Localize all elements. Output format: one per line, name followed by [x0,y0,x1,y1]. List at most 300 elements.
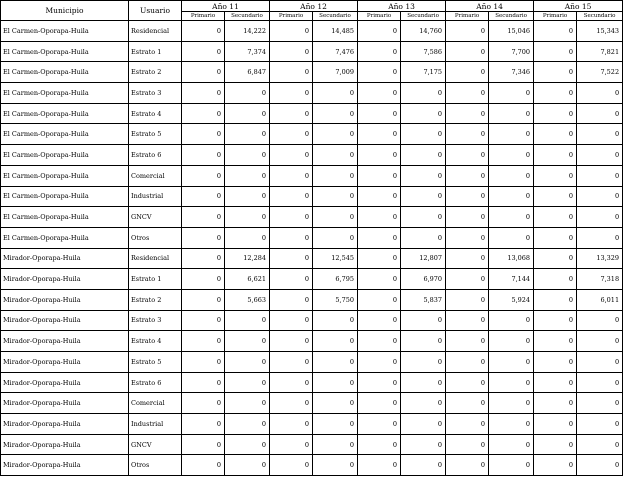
secundario-cell: 0 [313,165,358,186]
usuario-cell: Comercial [129,393,182,414]
secundario-cell: 0 [401,414,446,435]
secundario-header: Secundario [489,12,534,21]
table-row [1,393,623,414]
secundario-cell: 0 [401,434,446,455]
year-header: Año 15 [534,1,623,12]
secundario-cell: 0 [577,207,623,228]
municipio-cell: Mirador-Oporapa-Huila [1,455,129,476]
secundario-cell: 0 [313,227,358,248]
secundario-cell: 7,346 [489,62,534,83]
secundario-cell: 0 [577,83,623,104]
municipio-cell: El Carmen-Oporapa-Huila [1,83,129,104]
primario-cell: 0 [270,103,313,124]
primario-cell: 0 [534,62,577,83]
primario-cell: 0 [358,455,401,476]
primario-cell: 0 [358,352,401,373]
primario-cell: 0 [358,207,401,228]
usuario-cell: Industrial [129,186,182,207]
secundario-cell: 0 [577,331,623,352]
primario-cell: 0 [270,124,313,145]
secundario-cell: 6,621 [225,269,270,290]
year-header: Año 13 [358,1,446,12]
secundario-cell: 0 [225,227,270,248]
primario-cell: 0 [446,207,489,228]
table-row [1,352,623,373]
primario-cell: 0 [534,83,577,104]
primario-cell: 0 [446,455,489,476]
primario-cell: 0 [182,372,225,393]
primario-cell: 0 [270,331,313,352]
secundario-cell: 6,970 [401,269,446,290]
municipio-cell: El Carmen-Oporapa-Huila [1,124,129,145]
secundario-cell: 5,924 [489,289,534,310]
primario-cell: 0 [534,352,577,373]
primario-cell: 0 [182,455,225,476]
secundario-cell: 0 [401,103,446,124]
primario-cell: 0 [358,41,401,62]
primario-cell: 0 [182,352,225,373]
secundario-cell: 6,011 [577,289,623,310]
secundario-cell: 0 [401,331,446,352]
secundario-cell: 15,046 [489,21,534,42]
secundario-cell: 7,009 [313,62,358,83]
secundario-cell: 0 [577,310,623,331]
secundario-cell: 7,144 [489,269,534,290]
secundario-cell: 6,795 [313,269,358,290]
secundario-header: Secundario [577,12,623,21]
secundario-cell: 6,847 [225,62,270,83]
primario-cell: 0 [534,207,577,228]
primario-cell: 0 [534,310,577,331]
secundario-cell: 0 [489,227,534,248]
primario-header: Primario [534,12,577,21]
primario-cell: 0 [534,124,577,145]
secundario-cell: 0 [489,124,534,145]
primario-cell: 0 [446,352,489,373]
primario-cell: 0 [358,124,401,145]
usuario-cell: GNCV [129,207,182,228]
secundario-header: Secundario [225,12,270,21]
secundario-cell: 12,284 [225,248,270,269]
secundario-cell: 0 [489,414,534,435]
usuario-cell: Estrato 1 [129,269,182,290]
primario-cell: 0 [446,289,489,310]
usuario-cell: Industrial [129,414,182,435]
secundario-cell: 0 [489,352,534,373]
primario-cell: 0 [270,41,313,62]
primario-cell: 0 [358,434,401,455]
secundario-cell: 0 [489,186,534,207]
secundario-cell: 0 [577,124,623,145]
secundario-cell: 0 [313,124,358,145]
primario-cell: 0 [182,83,225,104]
secundario-cell: 0 [577,393,623,414]
primario-cell: 0 [270,310,313,331]
secundario-cell: 0 [489,103,534,124]
usuario-cell: Estrato 2 [129,289,182,310]
secundario-cell: 0 [225,393,270,414]
primario-cell: 0 [446,62,489,83]
secundario-header: Secundario [401,12,446,21]
secundario-cell: 0 [313,455,358,476]
primario-cell: 0 [182,414,225,435]
year-header: Año 12 [270,1,358,12]
table-row [1,269,623,290]
secundario-cell: 0 [401,83,446,104]
table-row [1,62,623,83]
secundario-cell: 0 [313,414,358,435]
table-row [1,124,623,145]
secundario-cell: 0 [313,103,358,124]
primario-cell: 0 [358,186,401,207]
primario-cell: 0 [182,227,225,248]
primario-cell: 0 [270,83,313,104]
secundario-cell: 0 [401,393,446,414]
secundario-cell: 0 [577,165,623,186]
usuario-cell: Residencial [129,248,182,269]
secundario-cell: 0 [225,310,270,331]
secundario-cell: 0 [401,372,446,393]
secundario-cell: 0 [313,393,358,414]
table-row [1,83,623,104]
municipio-cell: El Carmen-Oporapa-Huila [1,103,129,124]
secundario-cell: 0 [401,310,446,331]
table-row [1,41,623,62]
secundario-cell: 0 [401,455,446,476]
primario-cell: 0 [446,269,489,290]
primario-cell: 0 [446,21,489,42]
secundario-cell: 0 [577,227,623,248]
municipio-cell: Mirador-Oporapa-Huila [1,372,129,393]
secundario-cell: 7,586 [401,41,446,62]
year-header: Año 14 [446,1,534,12]
table-row [1,103,623,124]
primario-cell: 0 [182,289,225,310]
primario-cell: 0 [534,289,577,310]
secundario-cell: 12,807 [401,248,446,269]
secundario-cell: 0 [489,455,534,476]
primario-cell: 0 [270,455,313,476]
primario-cell: 0 [182,248,225,269]
primario-cell: 0 [534,331,577,352]
secundario-cell: 14,222 [225,21,270,42]
secundario-cell: 0 [401,227,446,248]
municipio-cell: El Carmen-Oporapa-Huila [1,41,129,62]
secundario-cell: 0 [225,83,270,104]
primario-cell: 0 [534,372,577,393]
primario-cell: 0 [534,227,577,248]
usuario-cell: Comercial [129,165,182,186]
municipio-cell: Mirador-Oporapa-Huila [1,289,129,310]
primario-cell: 0 [182,186,225,207]
table-row [1,414,623,435]
secundario-cell: 0 [577,434,623,455]
primario-cell: 0 [446,124,489,145]
table-row [1,186,623,207]
municipio-cell: El Carmen-Oporapa-Huila [1,207,129,228]
municipio-cell: Mirador-Oporapa-Huila [1,248,129,269]
primario-cell: 0 [446,41,489,62]
primario-cell: 0 [270,186,313,207]
secundario-header: Secundario [313,12,358,21]
primario-cell: 0 [446,83,489,104]
secundario-cell: 0 [313,186,358,207]
usuario-cell: Estrato 2 [129,62,182,83]
usuario-cell: Estrato 4 [129,103,182,124]
primario-cell: 0 [270,434,313,455]
table-row [1,145,623,166]
primario-cell: 0 [534,145,577,166]
primario-cell: 0 [270,269,313,290]
municipio-cell: Mirador-Oporapa-Huila [1,331,129,352]
secundario-cell: 0 [225,455,270,476]
secundario-cell: 14,760 [401,21,446,42]
usuario-cell: Residencial [129,21,182,42]
secundario-cell: 0 [489,207,534,228]
secundario-cell: 0 [225,352,270,373]
primario-cell: 0 [358,414,401,435]
secundario-cell: 0 [225,414,270,435]
table-row [1,207,623,228]
secundario-cell: 0 [225,103,270,124]
primario-cell: 0 [358,372,401,393]
primario-cell: 0 [534,414,577,435]
header-row-years [1,1,623,12]
secundario-cell: 0 [401,124,446,145]
primario-cell: 0 [270,393,313,414]
primario-cell: 0 [446,145,489,166]
primario-cell: 0 [182,21,225,42]
primario-cell: 0 [358,331,401,352]
secundario-cell: 0 [225,434,270,455]
secundario-cell: 0 [577,103,623,124]
secundario-cell: 0 [313,352,358,373]
table-row [1,434,623,455]
table-row [1,372,623,393]
secundario-cell: 0 [489,434,534,455]
primario-header: Primario [182,12,225,21]
primario-cell: 0 [534,269,577,290]
secundario-cell: 0 [401,165,446,186]
secundario-cell: 0 [313,83,358,104]
primario-cell: 0 [446,165,489,186]
primario-cell: 0 [358,310,401,331]
primario-cell: 0 [270,165,313,186]
primario-cell: 0 [182,269,225,290]
secundario-cell: 0 [577,372,623,393]
primario-cell: 0 [358,248,401,269]
usuario-cell: Estrato 3 [129,83,182,104]
primario-cell: 0 [534,186,577,207]
primario-cell: 0 [446,248,489,269]
secundario-cell: 7,374 [225,41,270,62]
table-body [1,21,623,476]
primario-cell: 0 [446,103,489,124]
primario-header: Primario [446,12,489,21]
municipio-cell: Mirador-Oporapa-Huila [1,310,129,331]
primario-cell: 0 [446,414,489,435]
usuario-header: Usuario [129,1,182,21]
primario-cell: 0 [358,165,401,186]
primario-cell: 0 [534,21,577,42]
municipio-cell: El Carmen-Oporapa-Huila [1,21,129,42]
secundario-cell: 5,750 [313,289,358,310]
secundario-cell: 0 [313,372,358,393]
primario-cell: 0 [270,207,313,228]
usuario-cell: Estrato 4 [129,331,182,352]
secundario-cell: 7,476 [313,41,358,62]
secundario-cell: 0 [577,414,623,435]
secundario-cell: 7,175 [401,62,446,83]
primario-cell: 0 [270,145,313,166]
primario-cell: 0 [270,372,313,393]
secundario-cell: 0 [577,186,623,207]
primario-cell: 0 [446,372,489,393]
municipio-cell: El Carmen-Oporapa-Huila [1,186,129,207]
primario-cell: 0 [182,331,225,352]
secundario-cell: 0 [225,186,270,207]
table-row [1,331,623,352]
primario-cell: 0 [358,227,401,248]
municipio-cell: Mirador-Oporapa-Huila [1,434,129,455]
secundario-cell: 0 [489,83,534,104]
secundario-cell: 7,821 [577,41,623,62]
primario-cell: 0 [358,269,401,290]
table-row [1,165,623,186]
primario-cell: 0 [270,248,313,269]
primario-cell: 0 [534,103,577,124]
primario-cell: 0 [182,145,225,166]
primario-cell: 0 [270,227,313,248]
secundario-cell: 0 [401,186,446,207]
secundario-cell: 13,329 [577,248,623,269]
primario-cell: 0 [270,352,313,373]
secundario-cell: 5,663 [225,289,270,310]
municipio-cell: El Carmen-Oporapa-Huila [1,165,129,186]
secundario-cell: 7,700 [489,41,534,62]
primario-cell: 0 [446,227,489,248]
secundario-cell: 0 [577,455,623,476]
table-row [1,21,623,42]
primario-cell: 0 [182,207,225,228]
secundario-cell: 0 [401,145,446,166]
primario-cell: 0 [182,310,225,331]
usuario-cell: Estrato 5 [129,352,182,373]
secundario-cell: 0 [489,372,534,393]
table-row [1,455,623,476]
secundario-cell: 0 [313,145,358,166]
municipio-cell: El Carmen-Oporapa-Huila [1,62,129,83]
secundario-cell: 0 [577,352,623,373]
municipio-cell: Mirador-Oporapa-Huila [1,393,129,414]
primario-cell: 0 [534,165,577,186]
secundario-cell: 12,545 [313,248,358,269]
table-row [1,289,623,310]
primario-cell: 0 [270,289,313,310]
municipio-header: Municipio [1,1,129,21]
secundario-cell: 0 [489,145,534,166]
primario-cell: 0 [446,310,489,331]
municipio-cell: Mirador-Oporapa-Huila [1,269,129,290]
secundario-cell: 0 [401,352,446,373]
secundario-cell: 0 [489,310,534,331]
table-row [1,310,623,331]
secundario-cell: 0 [225,331,270,352]
usuario-cell: GNCV [129,434,182,455]
primario-cell: 0 [182,124,225,145]
secundario-cell: 0 [225,124,270,145]
secundario-cell: 0 [489,331,534,352]
primario-cell: 0 [358,145,401,166]
secundario-cell: 0 [225,165,270,186]
municipio-cell: Mirador-Oporapa-Huila [1,352,129,373]
primario-cell: 0 [182,434,225,455]
primario-cell: 0 [534,434,577,455]
primario-cell: 0 [358,62,401,83]
primario-cell: 0 [270,21,313,42]
primario-cell: 0 [358,393,401,414]
primario-cell: 0 [534,41,577,62]
primario-cell: 0 [270,62,313,83]
year-header: Año 11 [182,1,270,12]
secundario-cell: 5,837 [401,289,446,310]
primario-header: Primario [270,12,313,21]
primario-cell: 0 [534,455,577,476]
primario-cell: 0 [358,83,401,104]
usuario-cell: Estrato 6 [129,145,182,166]
secundario-cell: 14,485 [313,21,358,42]
municipio-cell: Mirador-Oporapa-Huila [1,414,129,435]
secundario-cell: 0 [313,331,358,352]
secundario-cell: 0 [313,310,358,331]
primario-cell: 0 [182,62,225,83]
primario-cell: 0 [182,165,225,186]
primario-header: Primario [358,12,401,21]
municipio-cell: El Carmen-Oporapa-Huila [1,227,129,248]
primario-cell: 0 [534,248,577,269]
secundario-cell: 0 [489,165,534,186]
usuario-cell: Otros [129,227,182,248]
secundario-cell: 0 [401,207,446,228]
table-row [1,227,623,248]
secundario-cell: 0 [313,207,358,228]
usuario-cell: Otros [129,455,182,476]
secundario-cell: 7,318 [577,269,623,290]
primario-cell: 0 [446,393,489,414]
primario-cell: 0 [534,393,577,414]
usuario-cell: Estrato 5 [129,124,182,145]
secundario-cell: 15,343 [577,21,623,42]
primario-cell: 0 [182,41,225,62]
usuario-cell: Estrato 3 [129,310,182,331]
usuario-cell: Estrato 6 [129,372,182,393]
secundario-cell: 0 [489,393,534,414]
secundario-cell: 0 [225,145,270,166]
secundario-cell: 0 [225,207,270,228]
primario-cell: 0 [358,289,401,310]
secundario-cell: 0 [313,434,358,455]
primario-cell: 0 [182,393,225,414]
municipio-cell: El Carmen-Oporapa-Huila [1,145,129,166]
primario-cell: 0 [446,434,489,455]
primario-cell: 0 [358,103,401,124]
secundario-cell: 13,068 [489,248,534,269]
usuario-cell: Estrato 1 [129,41,182,62]
primario-cell: 0 [182,103,225,124]
secundario-cell: 0 [577,145,623,166]
primario-cell: 0 [446,331,489,352]
table-row [1,248,623,269]
